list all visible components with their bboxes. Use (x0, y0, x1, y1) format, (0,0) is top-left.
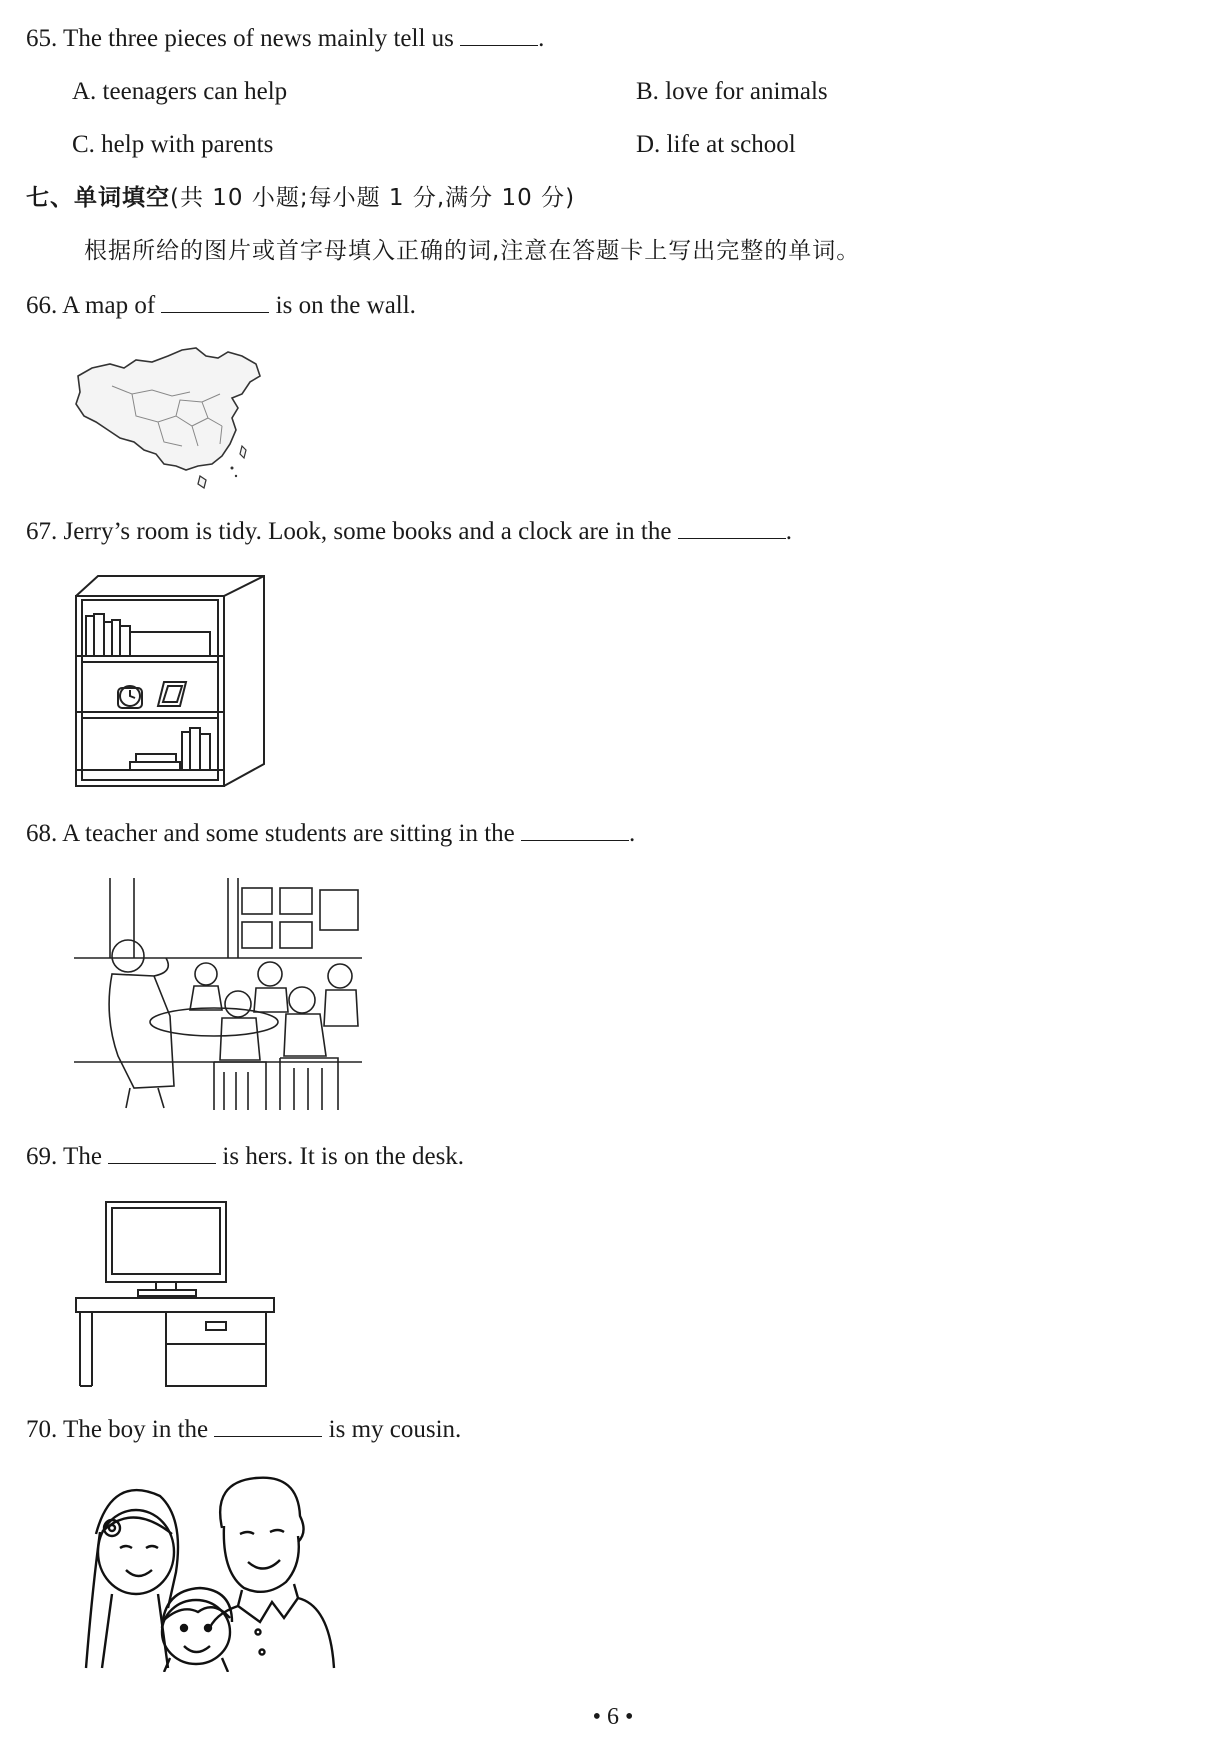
bookcase-image (74, 574, 266, 790)
section-instruction: 根据所给的图片或首字母填入正确的词,注意在答题卡上写出完整的单词。 (84, 238, 861, 264)
classroom-image (74, 876, 362, 1112)
option-b: B. love for animals (636, 78, 828, 105)
answer-blank (460, 25, 538, 46)
question-text-before: 67. Jerry’s room is tidy. Look, some books and a clock are in the (26, 518, 672, 545)
answer-blank (521, 820, 629, 841)
question-text-after: is my cousin. (328, 1416, 462, 1443)
section-heading (26, 183, 575, 213)
question-text-before: 66. A map of (26, 292, 156, 319)
question-65 (26, 24, 544, 54)
question-66 (26, 291, 416, 321)
question-69 (26, 1142, 464, 1172)
question-text-before: 69. The (26, 1143, 102, 1170)
answer-blank (214, 1416, 322, 1437)
question-67 (26, 517, 792, 547)
family-photo-image (72, 1472, 338, 1672)
option-d: D. life at school (636, 131, 796, 158)
question-text-after: is hers. It is on the desk. (222, 1143, 465, 1170)
computer-on-desk-image (74, 1200, 276, 1390)
question-stem: 65. The three pieces of news mainly tell us (26, 25, 454, 52)
question-end: . (629, 820, 636, 847)
option-a: A. teenagers can help (72, 78, 288, 105)
question-end: . (785, 518, 792, 545)
china-map-image (72, 346, 262, 491)
question-text-before: 68. A teacher and some students are sitting in the (26, 820, 515, 847)
question-end: . (538, 25, 545, 52)
section-title: 七、单词填空 (26, 185, 170, 211)
answer-blank (161, 292, 269, 313)
answer-blank (108, 1143, 216, 1164)
question-68 (26, 819, 635, 849)
question-text-after: is on the wall. (275, 292, 416, 319)
option-c: C. help with parents (72, 131, 274, 158)
answer-blank (678, 518, 786, 539)
question-70 (26, 1415, 461, 1445)
page-number: • 6 • (592, 1704, 634, 1730)
question-text-before: 70. The boy in the (26, 1416, 209, 1443)
section-note: (共 10 小题;每小题 1 分,满分 10 分) (170, 185, 576, 211)
